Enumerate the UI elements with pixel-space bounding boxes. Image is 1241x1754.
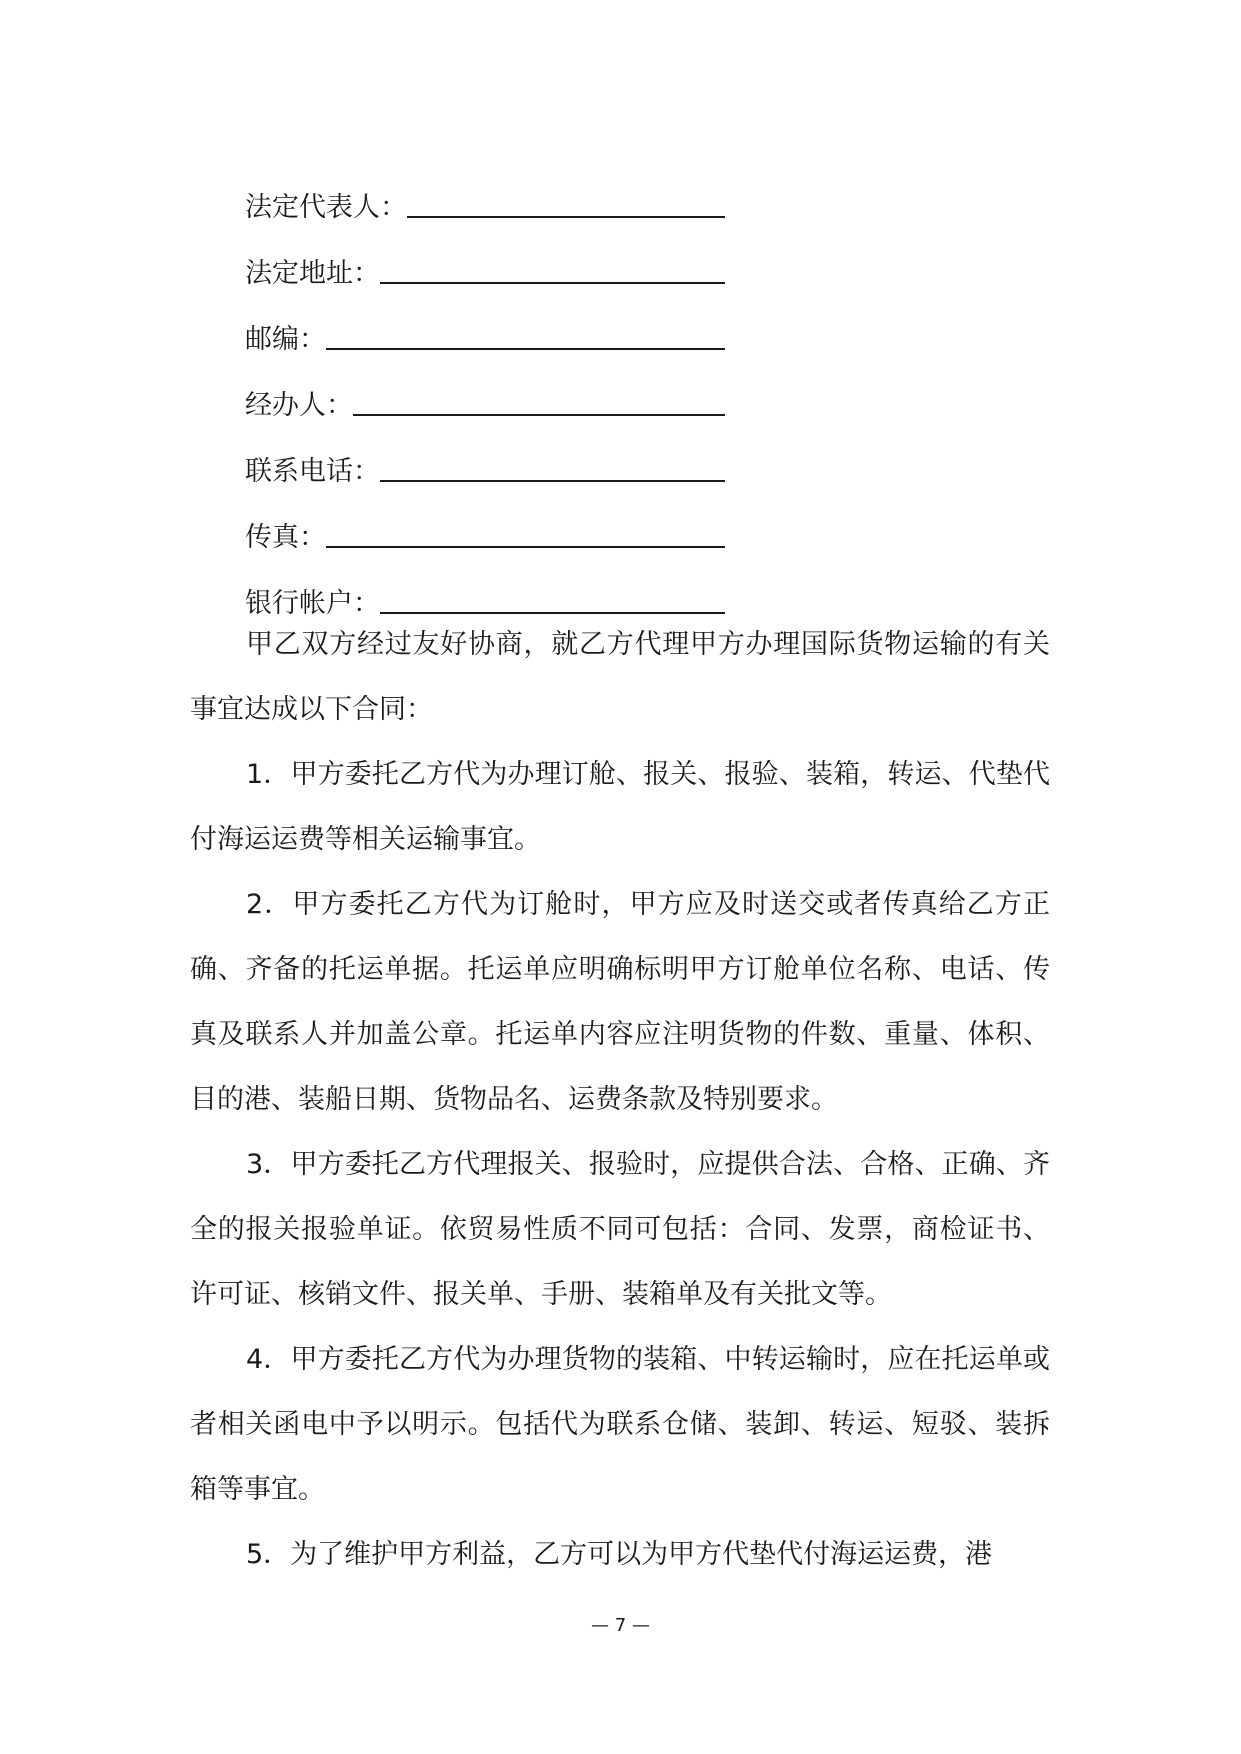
field-label: 银行帐户： bbox=[245, 588, 380, 619]
paragraph-clause-3: 3．甲方委托乙方代理报关、报验时，应提供合法、合格、正确、齐全的报关报验单证。依贸易性质不同可包括：合同、发票，商检证书、许可证、核销文件、报关单、手册、装箱单及有关批文等。 bbox=[190, 1149, 1050, 1310]
blank-line bbox=[353, 387, 725, 416]
field-label: 传真： bbox=[245, 522, 326, 553]
field-phone bbox=[245, 424, 725, 490]
field-legal-address bbox=[245, 226, 725, 292]
field-label: 联系电话： bbox=[245, 456, 380, 487]
field-fax bbox=[245, 490, 725, 556]
paragraph-clause-5: 5．为了维护甲方利益，乙方可以为甲方代垫代付海运运费，港 bbox=[246, 1539, 993, 1570]
blank-line bbox=[326, 519, 725, 548]
contract-body bbox=[190, 612, 1050, 1587]
blank-line bbox=[380, 255, 725, 284]
blank-line bbox=[326, 321, 725, 350]
field-postcode bbox=[245, 292, 725, 358]
field-label: 邮编： bbox=[245, 324, 326, 355]
field-handler bbox=[245, 358, 725, 424]
field-label: 经办人： bbox=[245, 390, 353, 421]
paragraph-clause-4: 4．甲方委托乙方代为办理货物的装箱、中转运输时，应在托运单或者相关函电中予以明示。包括代为联系仓储、装卸、转运、短驳、装拆箱等事宜。 bbox=[190, 1344, 1050, 1505]
field-label: 法定代表人： bbox=[245, 192, 407, 223]
paragraph-clause-1: 1．甲方委托乙方代为办理订舱、报关、报验、装箱，转运、代垫代付海运运费等相关运输事宜。 bbox=[190, 759, 1050, 855]
blank-line bbox=[380, 585, 725, 614]
page-number: — 7 — bbox=[591, 1615, 650, 1636]
blank-line bbox=[407, 189, 725, 218]
party-info-fields bbox=[245, 160, 725, 622]
field-legal-representative bbox=[245, 160, 725, 226]
paragraph-clause-2: 2．甲方委托乙方代为订舱时，甲方应及时送交或者传真给乙方正确、齐备的托运单据。托运单应明确标明甲方订舱单位名称、电话、传真及联系人并加盖公章。托运单内容应注明货物的件数、重量、体积、目的港、装船日期、货物品名、运费条款及特别要求。 bbox=[190, 889, 1050, 1115]
field-label: 法定地址： bbox=[245, 258, 380, 289]
paragraph-intro: 甲乙双方经过友好协商，就乙方代理甲方办理国际货物运输的有关事宜达成以下合同： bbox=[190, 629, 1050, 725]
blank-line bbox=[380, 453, 725, 482]
